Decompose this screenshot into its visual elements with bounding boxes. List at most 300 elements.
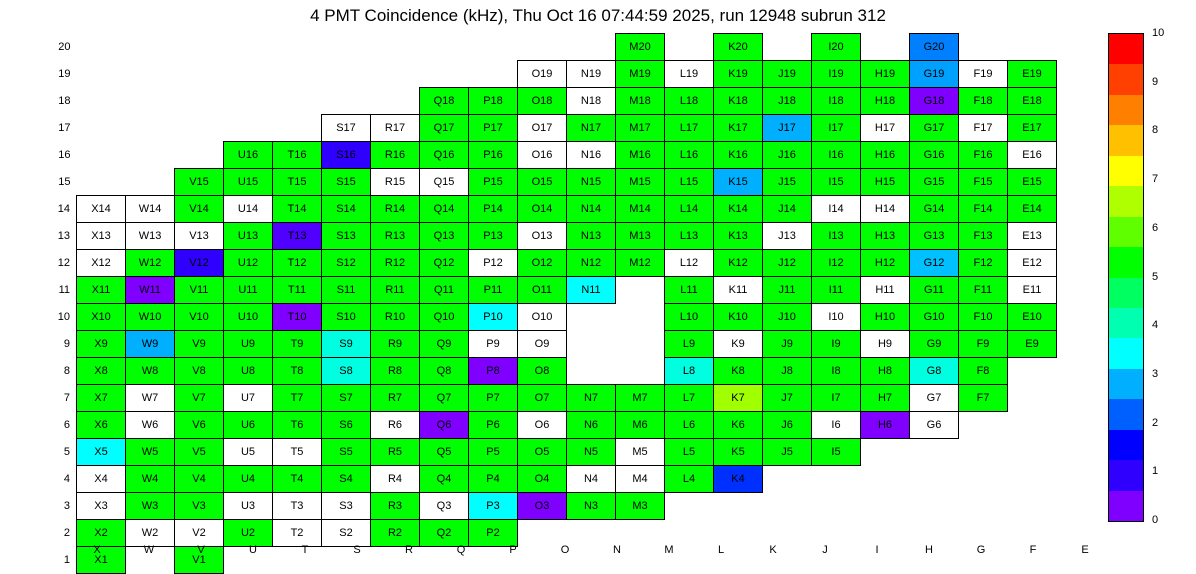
- heatmap-cell: V9: [175, 331, 224, 358]
- heatmap-cell: H7: [861, 385, 910, 412]
- heatmap-cell: S3: [322, 493, 371, 520]
- heatmap-cell: V3: [175, 493, 224, 520]
- heatmap-grid: [45, 33, 1057, 574]
- heatmap-cell: S11: [322, 277, 371, 304]
- heatmap-cell: O14: [518, 196, 567, 223]
- heatmap-cell: U8: [224, 358, 273, 385]
- heatmap-cell-empty: [567, 358, 616, 385]
- x-axis-tick-label: S: [353, 544, 361, 556]
- heatmap-cell-empty: [567, 331, 616, 358]
- y-axis-tick-label: 9: [63, 338, 70, 350]
- heatmap-cell-empty: [126, 115, 175, 142]
- heatmap-cell: M20: [616, 34, 665, 61]
- x-axis-tick-label: O: [560, 544, 570, 556]
- heatmap-cell-empty: [1008, 358, 1057, 385]
- heatmap-cell: I17: [812, 115, 861, 142]
- heatmap-row: [45, 115, 1057, 142]
- heatmap-cell-empty: [77, 88, 126, 115]
- colorbar-segment: [1109, 491, 1143, 521]
- heatmap-cell: H19: [861, 61, 910, 88]
- heatmap-cell-empty: [763, 34, 812, 61]
- heatmap-cell: L11: [665, 277, 714, 304]
- heatmap-cell: S13: [322, 223, 371, 250]
- heatmap-cell: L9: [665, 331, 714, 358]
- heatmap-cell-empty: [322, 61, 371, 88]
- heatmap-cell-empty: [910, 493, 959, 520]
- heatmap-cell: G14: [910, 196, 959, 223]
- heatmap-cell: V14: [175, 196, 224, 223]
- heatmap-cell-empty: [518, 34, 567, 61]
- heatmap-cell: S2: [322, 520, 371, 547]
- heatmap-cell: N14: [567, 196, 616, 223]
- colorbar-tick-label: 6: [1152, 221, 1159, 234]
- heatmap-cell: S15: [322, 169, 371, 196]
- heatmap-cell: X8: [77, 358, 126, 385]
- heatmap-cell: G12: [910, 250, 959, 277]
- heatmap-cell: V6: [175, 412, 224, 439]
- heatmap-cell-empty: [126, 169, 175, 196]
- y-axis-tick-label: 14: [57, 203, 70, 215]
- heatmap-cell: W7: [126, 385, 175, 412]
- colorbar-tick-label: 1: [1152, 465, 1159, 478]
- heatmap-cell: E11: [1008, 277, 1057, 304]
- heatmap-cell-empty: [322, 88, 371, 115]
- heatmap-cell: P15: [469, 169, 518, 196]
- heatmap-cell: F17: [959, 115, 1008, 142]
- heatmap-cell: R7: [371, 385, 420, 412]
- heatmap-cell-empty: [126, 88, 175, 115]
- heatmap-cell: F13: [959, 223, 1008, 250]
- heatmap-cell: F11: [959, 277, 1008, 304]
- heatmap-cell-empty: [567, 34, 616, 61]
- heatmap-cell: J19: [763, 61, 812, 88]
- heatmap-row: [45, 169, 1057, 196]
- heatmap-cell: O12: [518, 250, 567, 277]
- x-axis-tick-label: K: [769, 544, 777, 556]
- heatmap-cell: E10: [1008, 304, 1057, 331]
- heatmap-cell: K14: [714, 196, 763, 223]
- heatmap-cell-empty: [567, 304, 616, 331]
- heatmap-cell: P5: [469, 439, 518, 466]
- x-axis-tick-label: X: [93, 544, 101, 556]
- heatmap-cell: G16: [910, 142, 959, 169]
- heatmap-cell: T15: [273, 169, 322, 196]
- heatmap-cell: Q15: [420, 169, 469, 196]
- heatmap-cell: I10: [812, 304, 861, 331]
- heatmap-cell: U11: [224, 277, 273, 304]
- heatmap-cell: W4: [126, 466, 175, 493]
- heatmap-cell: Q13: [420, 223, 469, 250]
- y-axis-tick-label: 5: [63, 446, 70, 458]
- heatmap-cell: W2: [126, 520, 175, 547]
- heatmap-cell: O4: [518, 466, 567, 493]
- heatmap-cell-empty: [861, 466, 910, 493]
- heatmap-cell: W8: [126, 358, 175, 385]
- heatmap-cell-empty: [77, 169, 126, 196]
- heatmap-row: [45, 196, 1057, 223]
- heatmap-cell-empty: [273, 115, 322, 142]
- heatmap-cell: L13: [665, 223, 714, 250]
- heatmap-cell: J11: [763, 277, 812, 304]
- heatmap-cell: W14: [126, 196, 175, 223]
- heatmap-cell: G6: [910, 412, 959, 439]
- heatmap-cell: F10: [959, 304, 1008, 331]
- colorbar-segment: [1109, 308, 1143, 338]
- heatmap-cell: M19: [616, 61, 665, 88]
- heatmap-cell-empty: [371, 61, 420, 88]
- heatmap-cell: K9: [714, 331, 763, 358]
- heatmap-cell: X6: [77, 412, 126, 439]
- heatmap-cell: H12: [861, 250, 910, 277]
- heatmap-cell-empty: [861, 34, 910, 61]
- heatmap-cell: H13: [861, 223, 910, 250]
- x-axis-tick-label: L: [717, 544, 725, 556]
- heatmap-cell: G19: [910, 61, 959, 88]
- heatmap-cell: H6: [861, 412, 910, 439]
- heatmap-cell: L19: [665, 61, 714, 88]
- heatmap-cell: Q9: [420, 331, 469, 358]
- heatmap-cell: S12: [322, 250, 371, 277]
- heatmap-cell: L4: [665, 466, 714, 493]
- heatmap-cell: P8: [469, 358, 518, 385]
- heatmap-cell-empty: [77, 142, 126, 169]
- colorbar-segment: [1109, 399, 1143, 429]
- heatmap-cell: R4: [371, 466, 420, 493]
- heatmap-cell: K13: [714, 223, 763, 250]
- heatmap-cell: L18: [665, 88, 714, 115]
- heatmap-cell: T2: [273, 520, 322, 547]
- heatmap-cell: T9: [273, 331, 322, 358]
- heatmap-cell: V10: [175, 304, 224, 331]
- heatmap-cell-empty: [371, 88, 420, 115]
- heatmap-cell: R5: [371, 439, 420, 466]
- heatmap-cell: G13: [910, 223, 959, 250]
- heatmap-cell: Q18: [420, 88, 469, 115]
- heatmap-cell: U12: [224, 250, 273, 277]
- colorbar-tick-label: 9: [1152, 75, 1159, 88]
- colorbar-segment: [1109, 156, 1143, 186]
- heatmap-row: [45, 223, 1057, 250]
- heatmap-cell-empty: [175, 61, 224, 88]
- heatmap-cell: H14: [861, 196, 910, 223]
- heatmap-cell: Q17: [420, 115, 469, 142]
- heatmap-cell: O15: [518, 169, 567, 196]
- heatmap-cell: O5: [518, 439, 567, 466]
- y-axis-tick-label: 15: [58, 176, 71, 188]
- heatmap-cell: F19: [959, 61, 1008, 88]
- heatmap-cell: N16: [567, 142, 616, 169]
- heatmap-row: [45, 439, 1057, 466]
- heatmap-cell: T11: [273, 277, 322, 304]
- heatmap-cell: O16: [518, 142, 567, 169]
- heatmap-cell: J18: [763, 88, 812, 115]
- heatmap-cell: O7: [518, 385, 567, 412]
- x-axis-tick-label: H: [925, 544, 933, 556]
- heatmap-cell: T3: [273, 493, 322, 520]
- heatmap-cell: T8: [273, 358, 322, 385]
- heatmap-cell-empty: [273, 34, 322, 61]
- colorbar-segment: [1109, 125, 1143, 155]
- heatmap-cell: P17: [469, 115, 518, 142]
- heatmap-cell: I9: [812, 331, 861, 358]
- y-axis-tick-label: 18: [58, 95, 71, 107]
- heatmap-cell: E18: [1008, 88, 1057, 115]
- heatmap-cell: E14: [1008, 196, 1057, 223]
- heatmap-cell: R16: [371, 142, 420, 169]
- heatmap-cell: T4: [273, 466, 322, 493]
- heatmap-cell-empty: [77, 61, 126, 88]
- heatmap-cell: H17: [861, 115, 910, 142]
- heatmap-cell: O3: [518, 493, 567, 520]
- heatmap-cell: U15: [224, 169, 273, 196]
- heatmap-cell: V11: [175, 277, 224, 304]
- heatmap-cell: L10: [665, 304, 714, 331]
- heatmap-cell: E16: [1008, 142, 1057, 169]
- heatmap-cell: R13: [371, 223, 420, 250]
- heatmap-cell: N12: [567, 250, 616, 277]
- heatmap-cell: S4: [322, 466, 371, 493]
- x-axis-tick-label: N: [613, 544, 621, 556]
- heatmap-cell: N17: [567, 115, 616, 142]
- heatmap-cell-empty: [273, 61, 322, 88]
- y-axis-tick-label: 16: [58, 149, 71, 161]
- heatmap-cell: O6: [518, 412, 567, 439]
- heatmap-cell-empty: [224, 61, 273, 88]
- heatmap-cell: S6: [322, 412, 371, 439]
- heatmap-cell: T13: [273, 223, 322, 250]
- heatmap-cell: I20: [812, 34, 861, 61]
- heatmap-cell-empty: [273, 88, 322, 115]
- heatmap-cell: E17: [1008, 115, 1057, 142]
- heatmap-cell: Q12: [420, 250, 469, 277]
- heatmap-cell: M3: [616, 493, 665, 520]
- heatmap-cell: X2: [77, 520, 126, 547]
- heatmap-cell: L7: [665, 385, 714, 412]
- heatmap-cell: L16: [665, 142, 714, 169]
- heatmap-cell-empty: [812, 493, 861, 520]
- heatmap-cell: U7: [224, 385, 273, 412]
- heatmap-cell: E15: [1008, 169, 1057, 196]
- page-title: 4 PMT Coincidence (kHz), Thu Oct 16 07:44:59 2025, run 12948 subrun 312: [310, 6, 886, 25]
- heatmap-cell: F14: [959, 196, 1008, 223]
- x-axis-tick-label: R: [405, 544, 413, 556]
- heatmap-cell-empty: [714, 493, 763, 520]
- heatmap-cell: P12: [469, 250, 518, 277]
- heatmap-cell-empty: [1008, 34, 1057, 61]
- y-axis-tick-label: 6: [63, 419, 70, 431]
- heatmap-cell: K15: [714, 169, 763, 196]
- heatmap-cell-empty: [959, 439, 1008, 466]
- heatmap-cell-empty: [1008, 439, 1057, 466]
- heatmap-cell: R11: [371, 277, 420, 304]
- heatmap-cell: U6: [224, 412, 273, 439]
- heatmap-cell: I7: [812, 385, 861, 412]
- heatmap-cell: X4: [77, 466, 126, 493]
- heatmap-cell: N19: [567, 61, 616, 88]
- colorbar-segment: [1109, 217, 1143, 247]
- x-axis-tick-label: J: [822, 544, 828, 556]
- heatmap-cell: J10: [763, 304, 812, 331]
- heatmap-cell: M14: [616, 196, 665, 223]
- heatmap-cell: R17: [371, 115, 420, 142]
- heatmap-cell: H8: [861, 358, 910, 385]
- x-axis-tick-label: F: [1029, 544, 1037, 556]
- y-axis-tick-label: 7: [63, 392, 70, 404]
- heatmap-cell: T5: [273, 439, 322, 466]
- heatmap-cell: J8: [763, 358, 812, 385]
- colorbar-segment: [1109, 278, 1143, 308]
- heatmap-cell: P13: [469, 223, 518, 250]
- heatmap-cell: N13: [567, 223, 616, 250]
- heatmap-cell: J9: [763, 331, 812, 358]
- heatmap-cell: S8: [322, 358, 371, 385]
- heatmap-cell: W5: [126, 439, 175, 466]
- heatmap-cell: L14: [665, 196, 714, 223]
- y-axis-tick-label: 17: [58, 122, 71, 134]
- y-axis-tick-label: 3: [63, 500, 70, 512]
- heatmap-cell-empty: [1008, 412, 1057, 439]
- heatmap-cell: R15: [371, 169, 420, 196]
- heatmap-cell: E9: [1008, 331, 1057, 358]
- heatmap-cell: G18: [910, 88, 959, 115]
- heatmap-cell: I5: [812, 439, 861, 466]
- heatmap-cell-empty: [469, 34, 518, 61]
- heatmap-cell: Q11: [420, 277, 469, 304]
- heatmap-cell: V13: [175, 223, 224, 250]
- heatmap-cell: L5: [665, 439, 714, 466]
- heatmap-cell: F12: [959, 250, 1008, 277]
- heatmap-cell: G15: [910, 169, 959, 196]
- heatmap-cell: L17: [665, 115, 714, 142]
- heatmap-cell: L15: [665, 169, 714, 196]
- heatmap-cell: T6: [273, 412, 322, 439]
- heatmap-cell: J5: [763, 439, 812, 466]
- y-axis-tick-label: 1: [63, 554, 70, 566]
- colorbar-segment: [1109, 34, 1143, 64]
- heatmap-cell: T10: [273, 304, 322, 331]
- heatmap-cell: P6: [469, 412, 518, 439]
- heatmap-cell-empty: [616, 331, 665, 358]
- heatmap-cell: X9: [77, 331, 126, 358]
- heatmap-cell: K16: [714, 142, 763, 169]
- heatmap-cell: P18: [469, 88, 518, 115]
- heatmap-cell: T7: [273, 385, 322, 412]
- colorbar-tick-label: 8: [1152, 124, 1159, 137]
- colorbar-tick-label: 4: [1152, 319, 1159, 332]
- heatmap-row: [45, 142, 1057, 169]
- heatmap-cell: J13: [763, 223, 812, 250]
- heatmap-cell: O9: [518, 331, 567, 358]
- heatmap-cell: Q10: [420, 304, 469, 331]
- x-axis-tick-label: G: [976, 544, 986, 556]
- heatmap-cell: Q5: [420, 439, 469, 466]
- heatmap-cell-empty: [420, 61, 469, 88]
- heatmap-cell: P16: [469, 142, 518, 169]
- heatmap-cell: G11: [910, 277, 959, 304]
- heatmap-cell: U14: [224, 196, 273, 223]
- heatmap-cell: W9: [126, 331, 175, 358]
- heatmap-cell-empty: [861, 493, 910, 520]
- heatmap-cell: H15: [861, 169, 910, 196]
- y-axis-tick-label: 12: [57, 257, 70, 269]
- heatmap-cell: R6: [371, 412, 420, 439]
- heatmap-cell-empty: [224, 88, 273, 115]
- heatmap-cell-empty: [959, 34, 1008, 61]
- heatmap-cell: X10: [77, 304, 126, 331]
- heatmap-cell: W6: [126, 412, 175, 439]
- heatmap-cell: I6: [812, 412, 861, 439]
- heatmap-cell: K10: [714, 304, 763, 331]
- heatmap-row: [45, 277, 1057, 304]
- x-axis-tick-label: E: [1081, 544, 1089, 556]
- heatmap-cell-empty: [224, 115, 273, 142]
- heatmap-cell: S5: [322, 439, 371, 466]
- x-axis-tick-label: W: [143, 544, 155, 556]
- heatmap-cell: G7: [910, 385, 959, 412]
- heatmap-cell: M13: [616, 223, 665, 250]
- heatmap-cell: N3: [567, 493, 616, 520]
- colorbar-tick-label: 3: [1152, 367, 1159, 380]
- y-axis-tick-label: 8: [63, 365, 70, 377]
- heatmap-cell-empty: [959, 466, 1008, 493]
- heatmap-cell: I13: [812, 223, 861, 250]
- heatmap-cell: E19: [1008, 61, 1057, 88]
- y-axis-tick-label: 19: [58, 68, 71, 80]
- heatmap-cell-empty: [616, 277, 665, 304]
- heatmap-cell: M18: [616, 88, 665, 115]
- heatmap-cell-empty: [77, 34, 126, 61]
- heatmap-cell: Q7: [420, 385, 469, 412]
- heatmap-cell: O17: [518, 115, 567, 142]
- colorbar-segment: [1109, 369, 1143, 399]
- heatmap-cell: P10: [469, 304, 518, 331]
- heatmap-cell: G8: [910, 358, 959, 385]
- heatmap-cell: I8: [812, 358, 861, 385]
- y-axis-tick-label: 11: [58, 284, 70, 296]
- heatmap-cell: H11: [861, 277, 910, 304]
- heatmap-cell: G17: [910, 115, 959, 142]
- heatmap-cell-empty: [1008, 466, 1057, 493]
- heatmap-cell: H10: [861, 304, 910, 331]
- heatmap-cell-empty: [1008, 385, 1057, 412]
- heatmap-cell: X5: [77, 439, 126, 466]
- x-axis-tick-label: T: [301, 544, 309, 556]
- x-axis-tick-label: I: [875, 544, 879, 556]
- heatmap-cell: J6: [763, 412, 812, 439]
- heatmap-row: [45, 358, 1057, 385]
- heatmap-cell: P11: [469, 277, 518, 304]
- heatmap-cell: F16: [959, 142, 1008, 169]
- heatmap-row: [45, 331, 1057, 358]
- heatmap-cell: P3: [469, 493, 518, 520]
- colorbar-tick-label: 0: [1152, 514, 1159, 526]
- heatmap-cell: E12: [1008, 250, 1057, 277]
- colorbar-tick-label: 7: [1152, 173, 1159, 186]
- heatmap-cell: U4: [224, 466, 273, 493]
- heatmap-cell: Q3: [420, 493, 469, 520]
- heatmap-cell: K6: [714, 412, 763, 439]
- heatmap-cell: M7: [616, 385, 665, 412]
- heatmap-cell: Q4: [420, 466, 469, 493]
- heatmap-cell-empty: [77, 115, 126, 142]
- heatmap-cell-empty: [665, 34, 714, 61]
- heatmap-cell-empty: [910, 466, 959, 493]
- heatmap-cell: Q2: [420, 520, 469, 547]
- heatmap-cell-empty: [616, 304, 665, 331]
- heatmap-row: [45, 88, 1057, 115]
- heatmap-cell: Q16: [420, 142, 469, 169]
- heatmap-cell: H16: [861, 142, 910, 169]
